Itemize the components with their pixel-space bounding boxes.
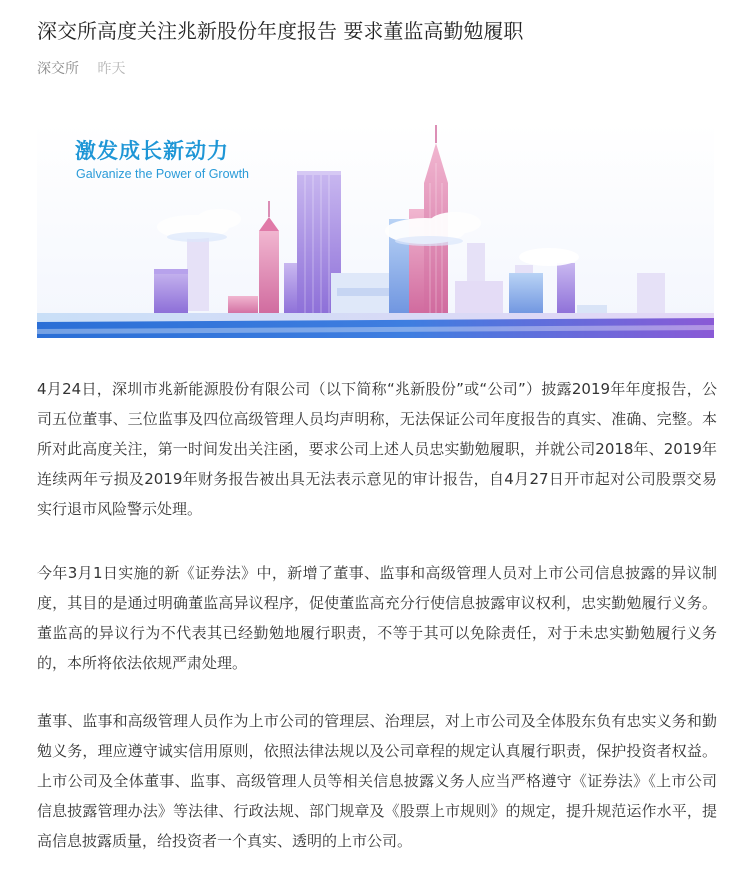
article-paragraph: 4月24日，深圳市兆新能源股份有限公司（以下简称“兆新股份”或“公司”）披露2019年年度报告，公司五位董事、三位监事及四位高级管理人员均声明称，无法保证公司年度报告的真实、准确、完整。本所对此高度关注，第一时间发出关注函，要求公司上述人员忠实勤勉履职，并就公司2018年、2019年连续两年亏损及2019年财务报告被出具无法表示意见的审计报告，自4月27日开市起对公司股票交易实行退市风险警示处理。 [37, 380, 717, 518]
banner-slogan-cn: 激发成长新动力 [75, 139, 229, 163]
article-paragraph: 董事、监事和高级管理人员作为上市公司的管理层、治理层，对上市公司及全体股东负有忠实义务和勤勉义务，理应遵守诚实信用原则，依照法律法规以及公司章程的规定认真履行职责，保护投资者权益。上市公司及全体董事、监事、高级管理人员等相关信息披露义务人应当严格遵守《证券法》《上市公司信息披露管理办法》等法律、行政法规、部门规章及《股票上市规则》的规定，提升规范运作水平，提高信息披露质量，给投资者一个真实、透明的上市公司。 [37, 712, 717, 850]
article-title: 深交所高度关注兆新股份年度报告 要求董监高勤勉履职 [37, 19, 524, 43]
author-name[interactable]: 深交所 [37, 61, 79, 77]
publish-time: 昨天 [97, 61, 126, 77]
banner-image [37, 123, 714, 338]
banner-slogan-en: Galvanize the Power of Growth [76, 167, 249, 181]
article-paragraph: 今年3月1日实施的新《证券法》中，新增了董事、监事和高级管理人员对上市公司信息披露的异议制度，其目的是通过明确董监高异议程序，促使董监高充分行使信息披露审议权利，忠实勤勉履行义务。董监高的异议行为不代表其已经勤勉地履行职责，不等于其可以免除责任，对于未忠实勤勉履行义务的，本所将依法依规严肃处理。 [37, 564, 717, 672]
article-meta [37, 58, 125, 80]
